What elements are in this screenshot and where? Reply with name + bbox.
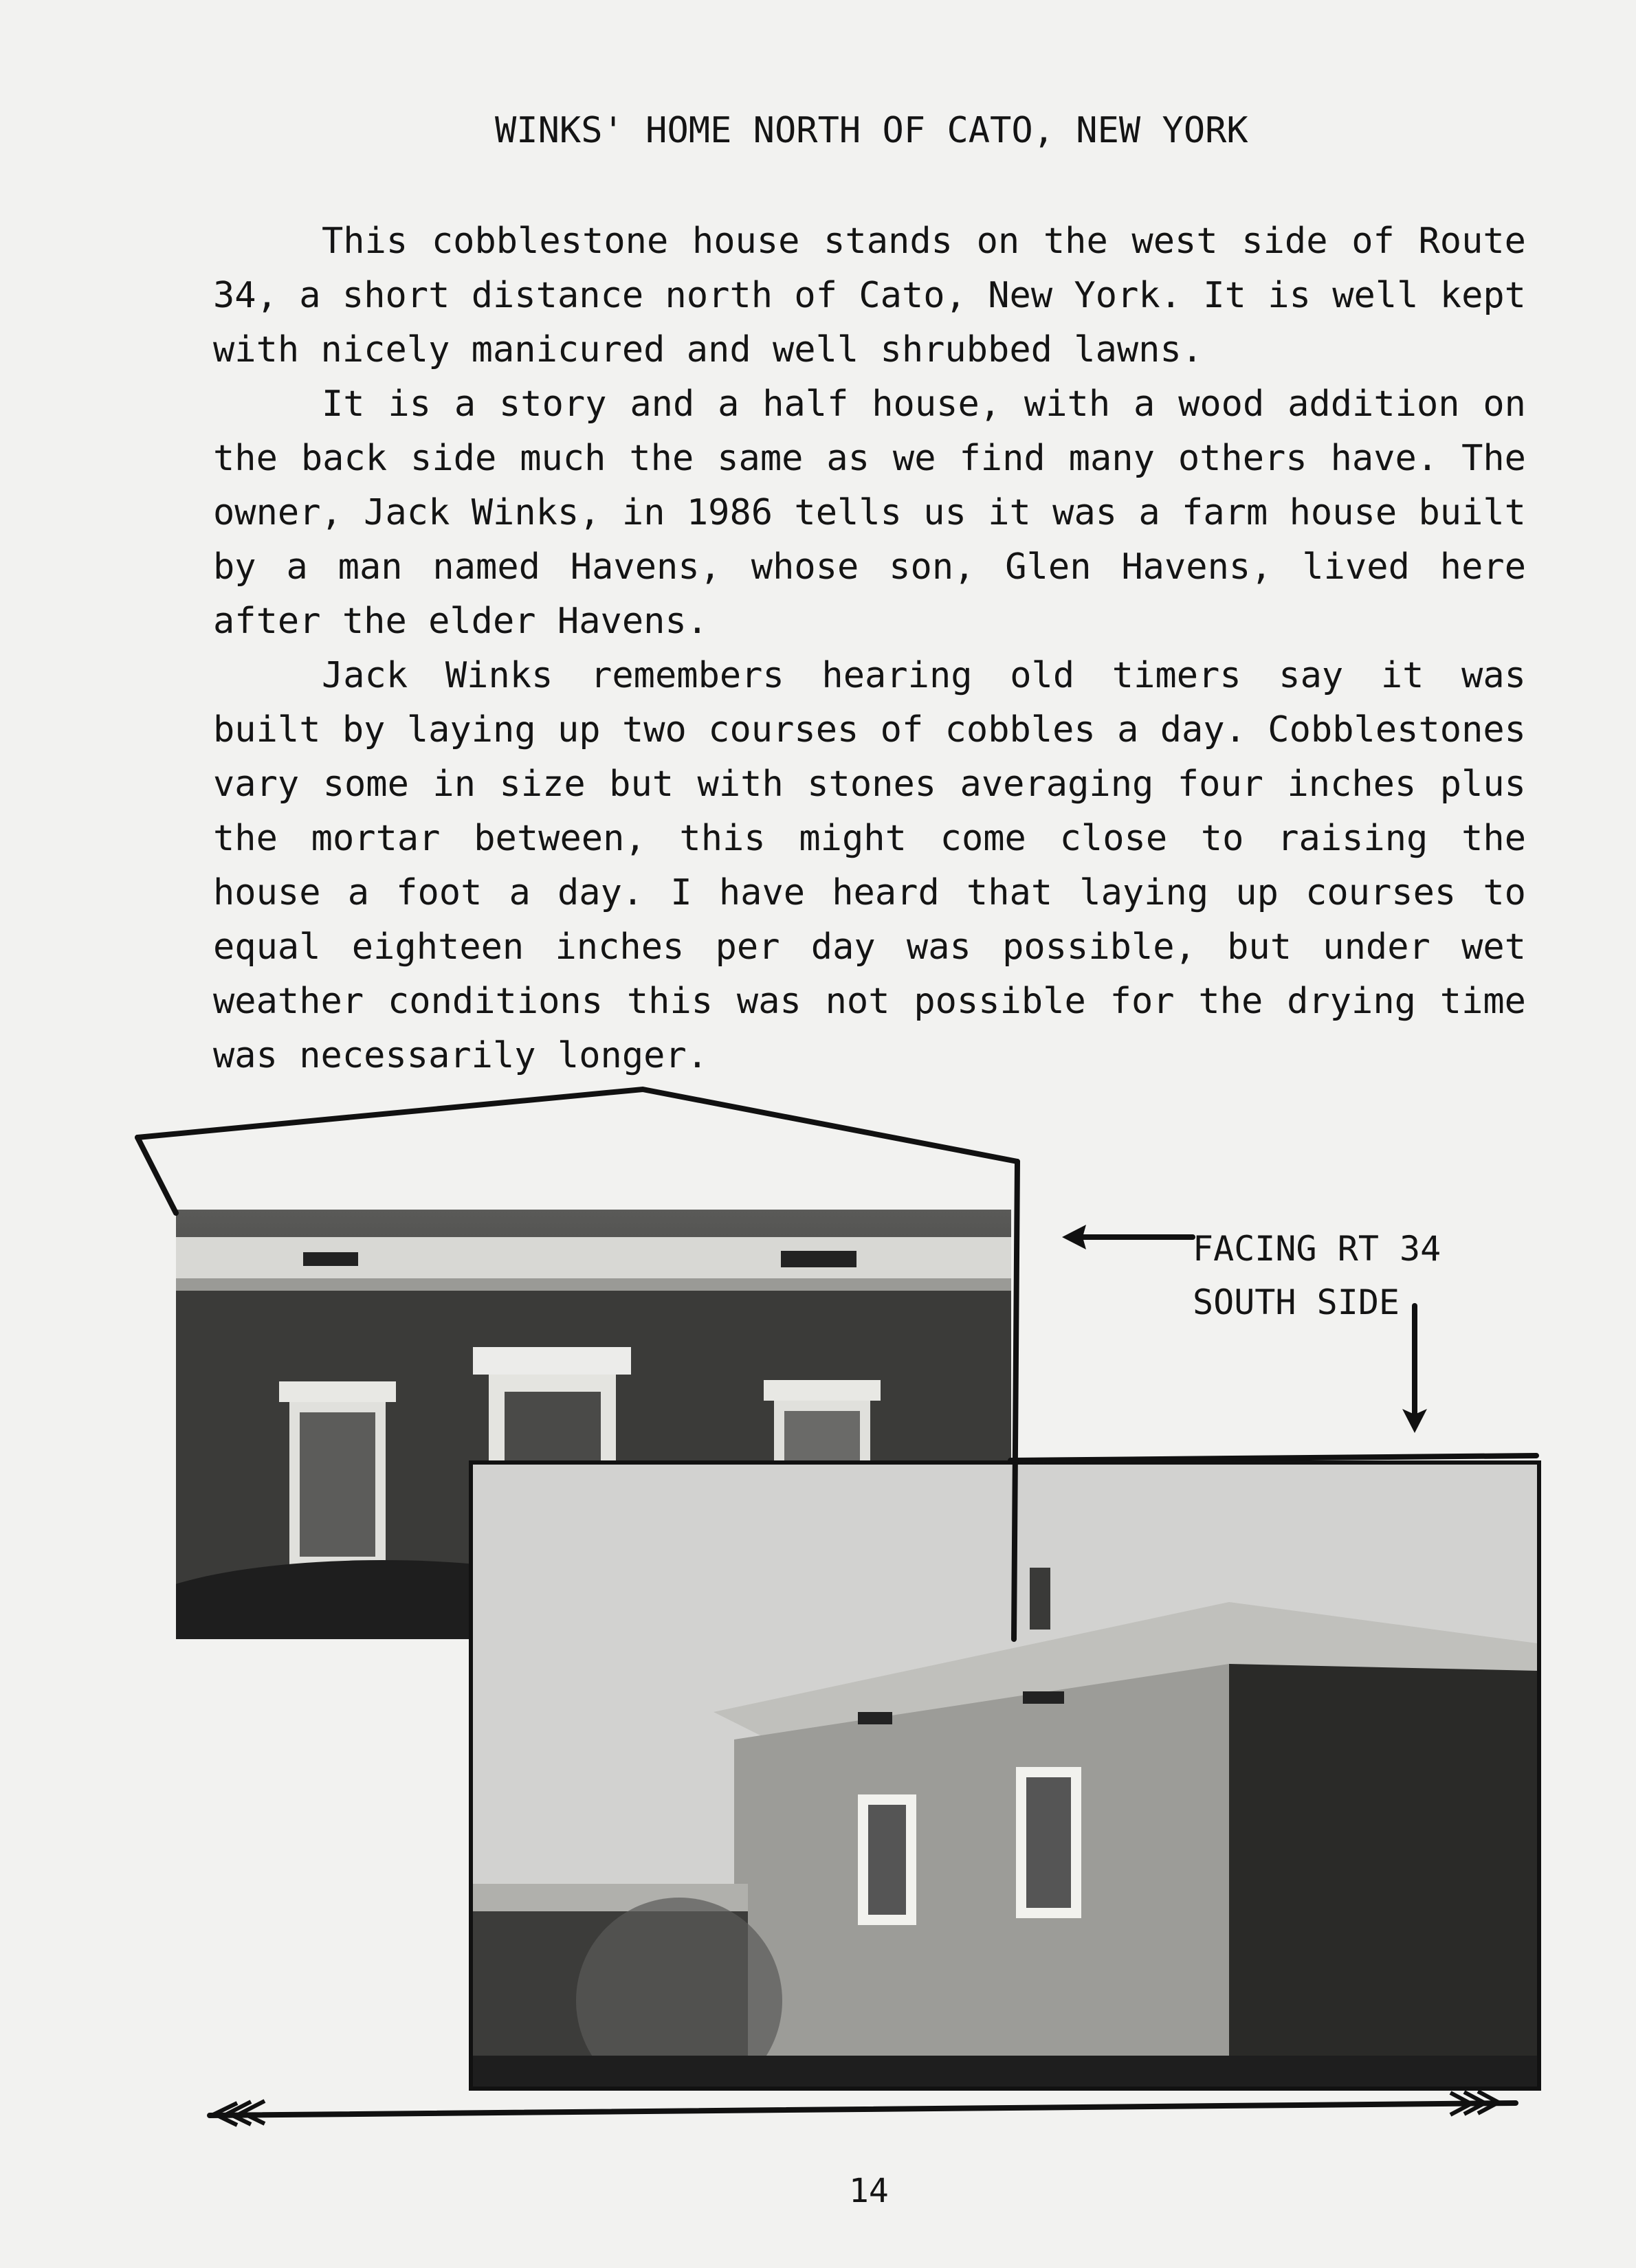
photo-caption bbox=[1193, 1222, 1441, 1329]
caption-line-1: FACING RT 34 bbox=[1193, 1229, 1441, 1269]
caption-line-2: SOUTH SIDE bbox=[1193, 1282, 1400, 1322]
page-title: WINKS' HOME NORTH OF CATO, NEW YORK bbox=[495, 110, 1248, 151]
page-number: 14 bbox=[849, 2172, 889, 2210]
paragraph: This cobblestone house stands on the west side of Route 34, a short distance north of Cato, New York. It is well kept with nicely manicured and well shrubbed lawns. bbox=[213, 221, 1526, 370]
paragraph: Jack Winks remembers hearing old timers say it was built by laying up two courses of cobbles a day. Cobblestones vary some in size but with stones averaging four inches plus the mortar between, this might come close to raising the house a foot a day. I have heard that laying up courses to equal eighteen inches per day was possible, but under wet weather conditions this was not possible for the drying time was necessarily longer. bbox=[213, 655, 1526, 1076]
paragraph: It is a story and a half house, with a wood addition on the back side much the same as we find many others have. The owner, Jack Winks, in 1986 tells us it was a farm house built by a man named Havens, whose son, Glen Havens, lived here after the elder Havens. bbox=[213, 383, 1526, 642]
